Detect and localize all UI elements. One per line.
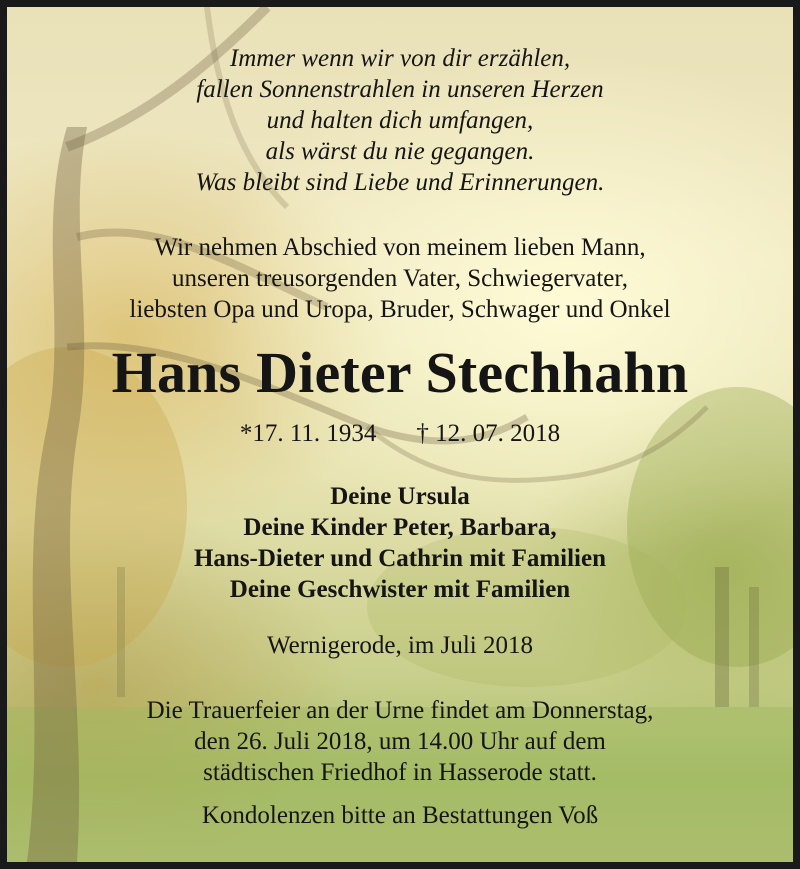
poem-line: und halten dich umfangen, [266,107,534,134]
poem-line: fallen Sonnenstrahlen in unseren Herzen [196,76,604,103]
mourner-line: Deine Ursula [330,483,470,510]
deceased-name: Hans Dieter Stechhahn [111,340,689,405]
funeral-info-line: den 26. Juli 2018, um 14.00 Uhr auf dem [194,728,606,755]
poem-line: Immer wenn wir von dir erzählen, [229,45,571,72]
birth-date: *17. 11. 1934 [239,420,377,447]
poem-line: Was bleibt sind Liebe und Erinnerungen. [195,169,605,196]
mourner-line: Hans-Dieter und Cathrin mit Familien [193,545,607,572]
funeral-info-line: städtischen Friedhof in Hasserode statt. [203,759,597,786]
mourner-line: Deine Kinder Peter, Barbara, [243,514,557,541]
poem-line: als wärst du nie gegangen. [265,138,535,165]
death-date: † 12. 07. 2018 [416,420,561,447]
intro-line: Wir nehmen Abschied von meinem lieben Mann, [154,234,646,261]
place-date: Wernigerode, im Juli 2018 [267,632,533,659]
mourner-line: Deine Geschwister mit Familien [229,576,571,603]
intro-line: liebsten Opa und Uropa, Bruder, Schwager und Onkel [129,296,671,323]
condolence-note: Kondolenzen bitte an Bestattungen Voß [201,802,599,829]
intro-line: unseren treusorgenden Vater, Schwiegervater, [172,265,628,292]
life-dates [7,418,793,449]
funeral-info-line: Die Trauerfeier an der Urne findet am Donnerstag, [146,697,654,724]
